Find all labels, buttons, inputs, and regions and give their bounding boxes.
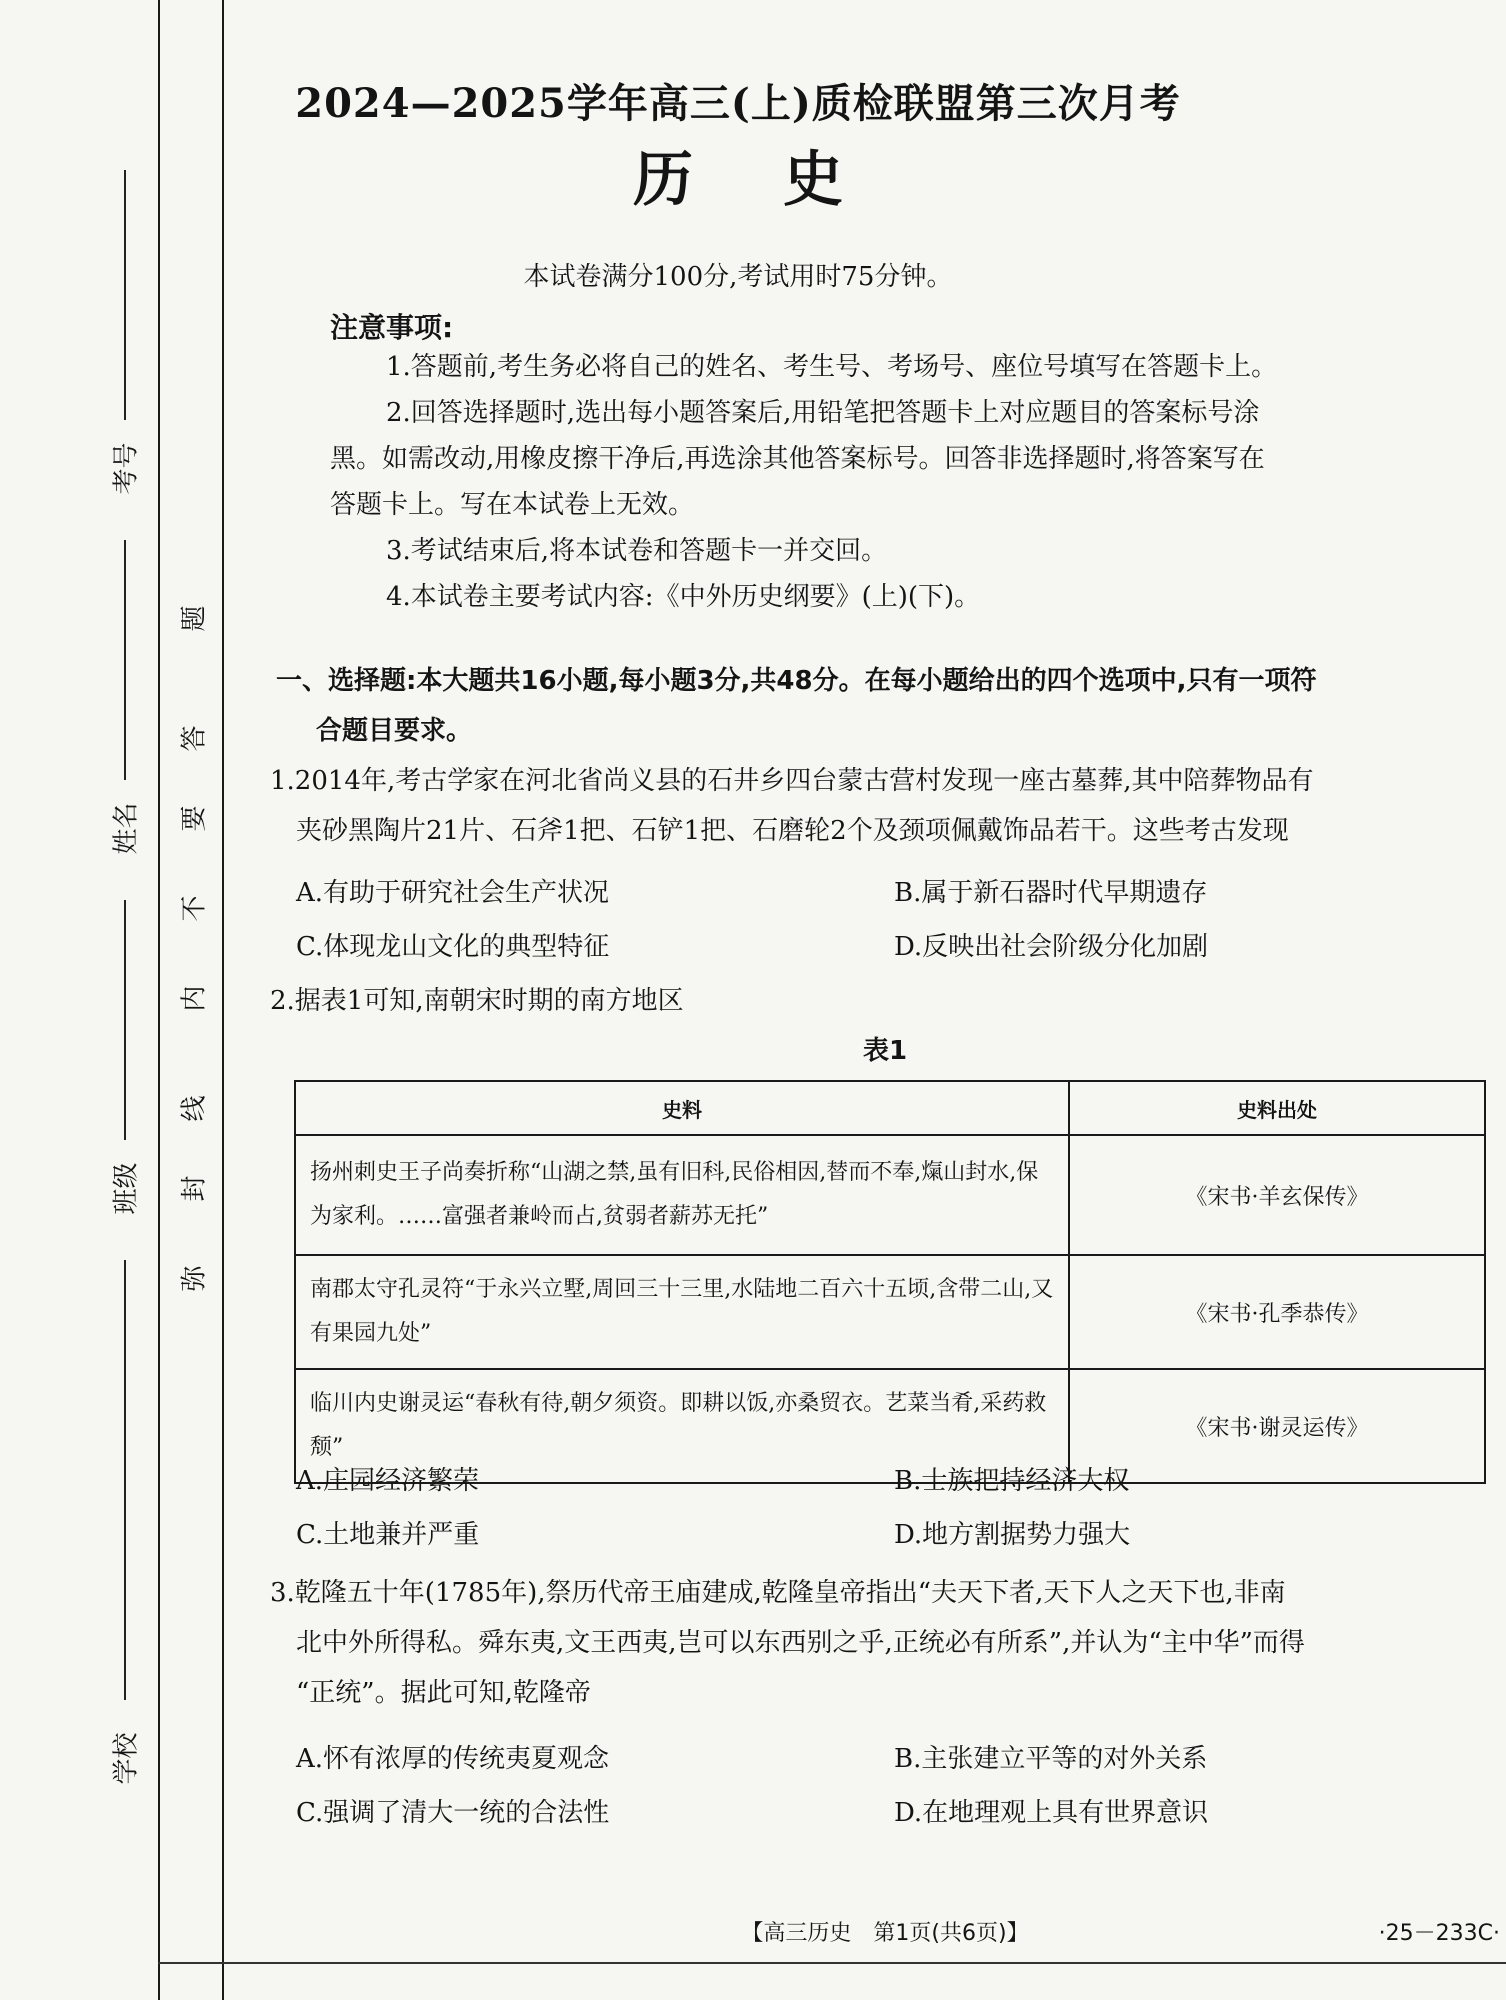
table-cell-text: 南郡太守孔灵符“于永兴立墅,周回三十三里,水陆地二百六十五顷,含带二山,又有果园九处”	[295, 1255, 1069, 1369]
page-number: 【高三历史 第1页(共6页)】	[741, 1921, 1029, 1946]
table-cell-source: 《宋书·谢灵运传》	[1069, 1369, 1485, 1483]
q2-option-c: C.土地兼并严重	[296, 1520, 480, 1550]
table-header-source-origin: 史料出处	[1069, 1081, 1485, 1135]
exam-title: 2024—2025学年高三(上)质检联盟第三次月考	[295, 80, 1181, 127]
subject-title: 历史	[633, 145, 933, 215]
table-caption: 表1	[862, 1036, 908, 1066]
name-label: 姓名	[111, 802, 142, 855]
question-line: 北中外所得私。舜东夷,文王西夷,岂可以东西别之乎,正统必有所系”,并认为“主中华”而得	[296, 1628, 1305, 1658]
score-line: 本试卷满分100分,考试用时75分钟。	[523, 262, 953, 292]
class-label: 班级	[111, 1162, 142, 1215]
section-heading	[276, 656, 1496, 756]
seal-warning	[172, 600, 212, 1800]
table-cell-text: 扬州刺史王子尚奏折称“山湖之禁,虽有旧科,民俗相因,替而不奉,熂山封水,保为家利。……富强者兼岭而占,贫弱者薪苏无托”	[295, 1135, 1069, 1255]
bottom-rule	[158, 1962, 1506, 1964]
class-blank	[124, 900, 126, 1140]
question-line: “正统”。据此可知,乾隆帝	[296, 1678, 591, 1708]
notes-heading: 注意事项:	[330, 311, 454, 344]
note-line: 4.本试卷主要考试内容:《中外历史纲要》(上)(下)。	[386, 582, 981, 612]
question-line: 1.2014年,考古学家在河北省尚义县的石井乡四台蒙古营村发现一座古墓葬,其中陪葬物品有	[270, 766, 1314, 796]
binding-line-outer	[158, 0, 160, 2000]
table-header-source-text: 史料	[295, 1081, 1069, 1135]
seal-char: 不	[179, 895, 210, 922]
table-row	[295, 1255, 1485, 1369]
question-line: 3.乾隆五十年(1785年),祭历代帝王庙建成,乾隆皇帝指出“夫天下者,天下人之天下也,非南	[270, 1578, 1286, 1608]
paper-code: ·25－233C·	[1378, 1921, 1500, 1946]
q2-option-b: B.士族把持经济大权	[894, 1466, 1130, 1496]
q1-option-d: D.反映出社会阶级分化加剧	[894, 932, 1209, 962]
q2-option-d: D.地方割据势力强大	[894, 1520, 1131, 1550]
exam-number-label: 考号	[111, 442, 142, 495]
seal-char: 要	[179, 805, 210, 832]
seal-char: 线	[179, 1095, 210, 1122]
q3-option-b: B.主张建立平等的对外关系	[894, 1744, 1208, 1774]
question-2-stem: 2.据表1可知,南朝宋时期的南方地区	[270, 986, 684, 1016]
school-blank	[124, 1260, 126, 1700]
question-line: 夹砂黑陶片21片、石斧1把、石铲1把、石磨轮2个及颈项佩戴饰品若干。这些考古发现	[296, 816, 1289, 846]
section-heading-line: 一、选择题:本大题共16小题,每小题3分,共48分。在每小题给出的四个选项中,只有一项符	[276, 666, 1317, 696]
seal-char: 题	[179, 605, 210, 632]
q1-option-c: C.体现龙山文化的典型特征	[296, 932, 610, 962]
q3-option-c: C.强调了清大一统的合法性	[296, 1798, 610, 1828]
table-row	[295, 1135, 1485, 1255]
name-blank	[124, 540, 126, 780]
table-cell-source: 《宋书·孔季恭传》	[1069, 1255, 1485, 1369]
exam-number-blank	[124, 170, 126, 420]
table-cell-source: 《宋书·羊玄保传》	[1069, 1135, 1485, 1255]
q1-option-b: B.属于新石器时代早期遗存	[894, 878, 1208, 908]
note-line: 黑。如需改动,用橡皮擦干净后,再选涂其他答案标号。回答非选择题时,将答案写在	[330, 444, 1265, 474]
q3-option-d: D.在地理观上具有世界意识	[894, 1798, 1209, 1828]
q1-option-a: A.有助于研究社会生产状况	[296, 878, 610, 908]
question-1-stem	[270, 756, 1500, 856]
seal-char: 封	[179, 1175, 210, 1202]
q3-option-a: A.怀有浓厚的传统夷夏观念	[296, 1744, 610, 1774]
note-line: 2.回答选择题时,选出每小题答案后,用铅笔把答题卡上对应题目的答案标号涂	[386, 398, 1260, 428]
note-line: 3.考试结束后,将本试卷和答题卡一并交回。	[386, 536, 888, 566]
school-label: 学校	[111, 1732, 142, 1785]
note-line: 答题卡上。写在本试卷上无效。	[330, 490, 695, 520]
seal-char: 弥	[179, 1265, 210, 1292]
section-heading-line: 合题目要求。	[316, 716, 473, 746]
note-line: 1.答题前,考生务必将自己的姓名、考生号、考场号、座位号填写在答题卡上。	[386, 352, 1278, 382]
table-cell-text: 临川内史谢灵运“春秋有待,朝夕须资。即耕以饭,亦桑贸衣。艺菜当肴,采药救颓”	[295, 1369, 1069, 1483]
q2-option-a: A.庄园经济繁荣	[296, 1466, 480, 1496]
seal-char: 内	[179, 985, 210, 1012]
seal-char: 答	[179, 725, 210, 752]
source-table	[294, 1080, 1486, 1484]
binding-line-inner	[222, 0, 224, 2000]
question-3-stem	[270, 1568, 1500, 1718]
